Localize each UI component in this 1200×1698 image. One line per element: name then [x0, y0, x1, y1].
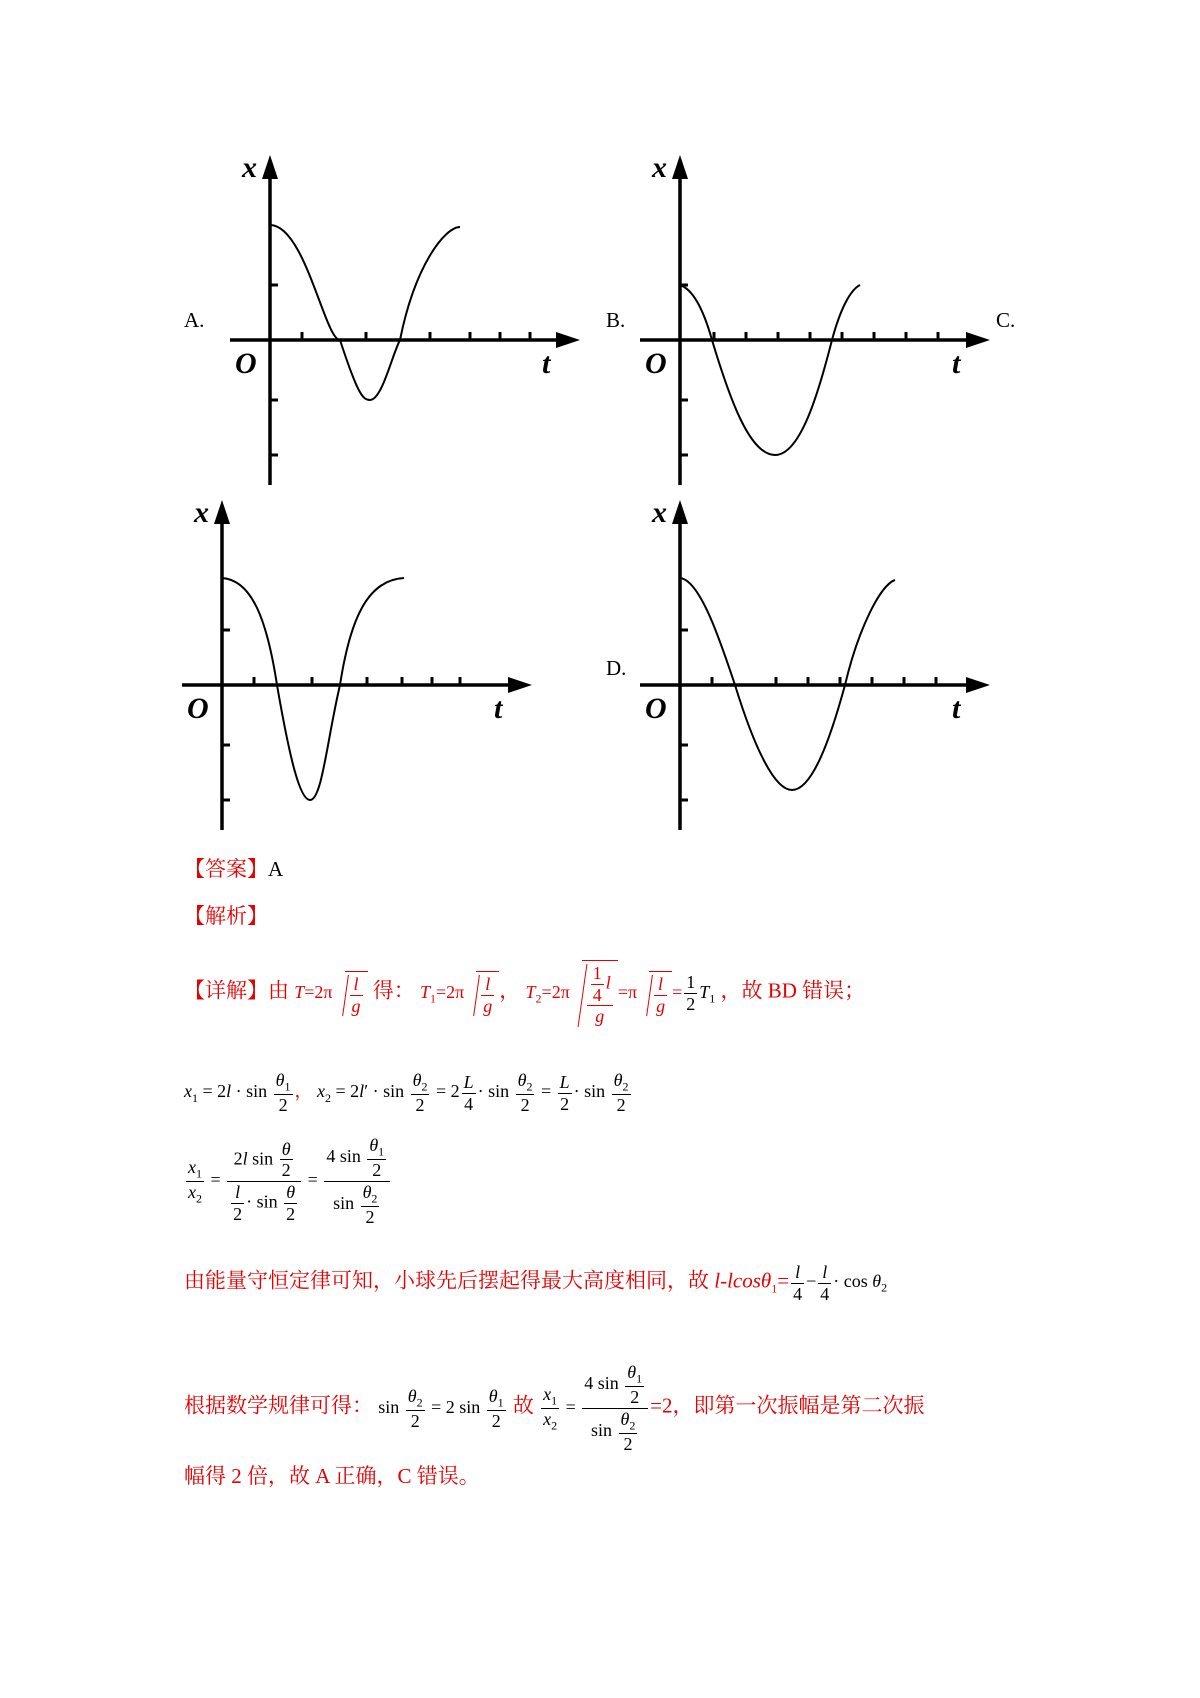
graph-c-t-label: t [494, 692, 503, 725]
graph-c-o-label: O [187, 692, 209, 725]
answer-line [184, 853, 283, 883]
option-b-label: B. [606, 308, 626, 332]
energy-line: 由能量守恒定律可知，小球先后摆起得最大高度相同，故 l-lcosθ$_1$= $\frac{l}{4}$ − $\frac{l}{4}$ · $\cos \theta_2$ [184, 1262, 888, 1304]
math-rule-tail: =2，即第一次振幅是第二次振 [650, 1393, 925, 1418]
energy-expr: l-lcosθ [714, 1268, 772, 1293]
graph-b-o-label: O [645, 347, 667, 380]
t2-formula: $T_2=2\pi$ $\frac{1}{4}$ l g =π $\frac{l}{g}$ = $\frac{1}{2}$ $T_1$ [526, 982, 716, 1002]
detail-p3: ， [499, 978, 521, 1003]
t1-formula: $T_1=2\pi$ $\frac{l}{g}$ [420, 982, 499, 1002]
period-formula: T=2π $\frac{l}{g}$ [294, 982, 367, 1002]
option-d-label: D. [606, 656, 627, 680]
option-c-label: C. [996, 308, 1016, 332]
graph-d-o-label: O [645, 692, 667, 725]
detail-label: 【详解】 [184, 978, 268, 1003]
graph-b-x-label: x [652, 151, 667, 184]
graph-c [182, 496, 532, 830]
detail-p1: 由 [268, 978, 289, 1003]
amplitude-formulas: $x_1 = 2l \cdot \sin$ $\frac{\theta_1}{2}$ ， $x_2 = 2l' \cdot \sin$ $\frac{\theta_2}{2}$ = 2 $\frac{L}{4}$ · sin $\frac{\theta_2}{2}$ = $\frac{L}{2}$ · sin $\frac{\theta_2}{2}$ [184, 1070, 629, 1116]
final-line: 幅得 2 倍，故 A 正确，C 错误。 [184, 1464, 480, 1488]
analysis-label: 【解析】 [184, 904, 268, 928]
graph-d [640, 496, 990, 830]
answer-value: A [268, 857, 284, 881]
detail-line [184, 960, 865, 1027]
math-rule-mid: 故 [512, 1393, 534, 1418]
graph-b [640, 151, 990, 485]
graph-a [230, 151, 580, 485]
energy-text: 由能量守恒定律可知，小球先后摆起得最大高度相同，故 [184, 1268, 709, 1293]
graph-b-t-label: t [952, 347, 961, 380]
math-rule-text: 根据数学规律可得： [184, 1393, 373, 1418]
graph-a-t-label: t [542, 347, 551, 380]
answer-label: 【答案】 [184, 857, 268, 881]
option-a-label: A. [184, 308, 205, 332]
graph-a-x-label: x [242, 151, 257, 184]
graph-a-o-label: O [235, 347, 257, 380]
math-rule-line: 根据数学规律可得： sin $\frac{\theta_2}{2}$ = 2 sin $\frac{\theta_1}{2}$ 故 $\frac{x_1}{x_2}$ = 4 sin $\frac{\theta_1}{2}$ sin $\frac{\theta_2}{2}$ =2，即第一次振幅是第二次振 [184, 1362, 925, 1455]
graph-d-t-label: t [952, 692, 961, 725]
detail-p2: 得： [372, 978, 415, 1003]
detail-p4: ，故 BD 错误； [720, 978, 866, 1003]
graph-c-x-label: x [194, 496, 209, 529]
graph-d-x-label: x [652, 496, 667, 529]
ratio-formula: $\frac{x_1}{x_2}$ = 2l sin $\frac{\theta}{2}$ $\frac{l}{2}$ · sin $\frac{\theta}{2}$ = 4 sin $\frac{\theta_1}{2}$ sin $\frac{\theta_2}{2}$ [184, 1135, 392, 1228]
